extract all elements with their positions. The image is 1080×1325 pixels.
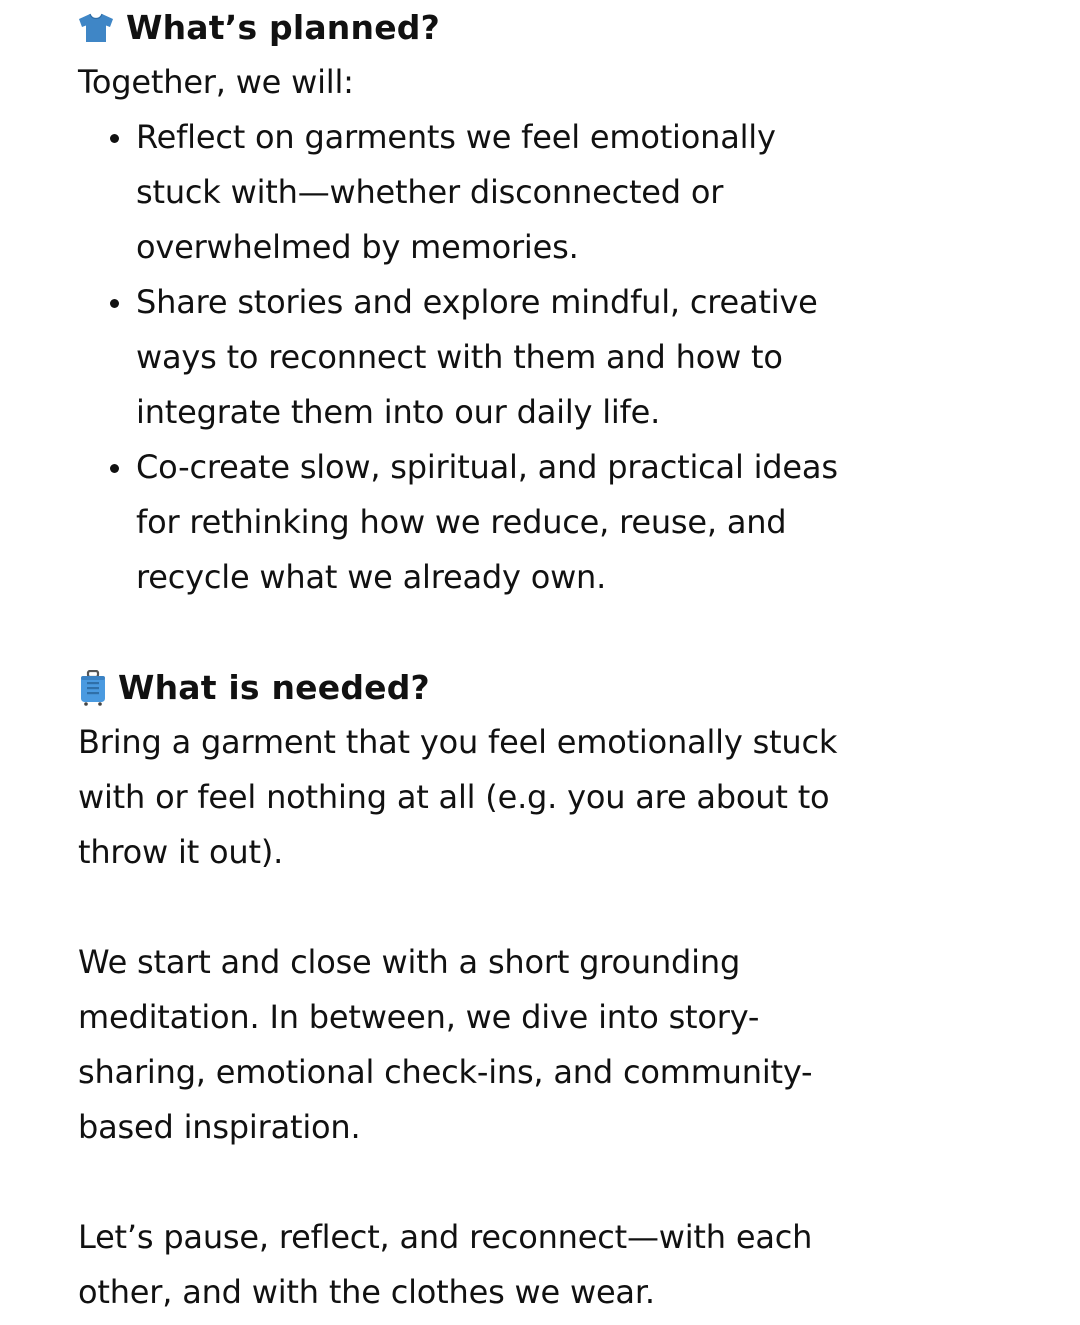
luggage-icon	[78, 670, 108, 706]
needed-heading	[78, 660, 978, 715]
paragraph-line: other, and with the clothes we wear.	[78, 1273, 655, 1311]
list-item-line: for rethinking how we reduce, reuse, and	[136, 503, 787, 541]
list-item	[78, 275, 978, 440]
list-item-line: Reflect on garments we feel emotionally	[136, 118, 776, 156]
list-item-line: overwhelmed by memories.	[136, 228, 579, 266]
bullet-dot	[110, 134, 119, 143]
list-item-line: integrate them into our daily life.	[136, 393, 661, 431]
list-item-line: recycle what we already own.	[136, 558, 607, 596]
paragraph-line: meditation. In between, we dive into story-	[78, 998, 760, 1036]
closing-paragraph	[78, 1210, 978, 1320]
paragraph-line: We start and close with a short grounding	[78, 943, 741, 981]
planned-intro: Together, we will:	[78, 63, 354, 101]
planned-heading-text: What’s planned?	[126, 8, 440, 47]
planned-section	[78, 0, 978, 605]
section-gap	[78, 605, 978, 660]
needed-heading-text: What is needed?	[118, 668, 430, 707]
list-item-line: stuck with—whether disconnected or	[136, 173, 724, 211]
list-item	[78, 110, 978, 275]
paragraph-line: throw it out).	[78, 833, 284, 871]
paragraph-line: sharing, emotional check-ins, and community-	[78, 1053, 813, 1091]
paragraph-line: Bring a garment that you feel emotionally stuck	[78, 723, 838, 761]
list-item	[78, 440, 978, 605]
bullet-dot	[110, 299, 119, 308]
paragraph-line: based inspiration.	[78, 1108, 361, 1146]
list-item-line: Co-create slow, spiritual, and practical ideas	[136, 448, 838, 486]
format-paragraph	[78, 935, 978, 1155]
event-description	[78, 0, 978, 1320]
bullet-dot	[110, 464, 119, 473]
planned-list	[78, 110, 978, 605]
section-gap	[78, 880, 978, 935]
needed-paragraph	[78, 715, 978, 880]
list-item-line: Share stories and explore mindful, creative	[136, 283, 818, 321]
section-gap	[78, 1155, 978, 1210]
list-item-line: ways to reconnect with them and how to	[136, 338, 783, 376]
paragraph-line: Let’s pause, reflect, and reconnect—with each	[78, 1218, 813, 1256]
tshirt-icon	[78, 13, 114, 43]
planned-heading	[78, 0, 978, 55]
needed-section	[78, 660, 978, 880]
paragraph-line: with or feel nothing at all (e.g. you are about to	[78, 778, 830, 816]
